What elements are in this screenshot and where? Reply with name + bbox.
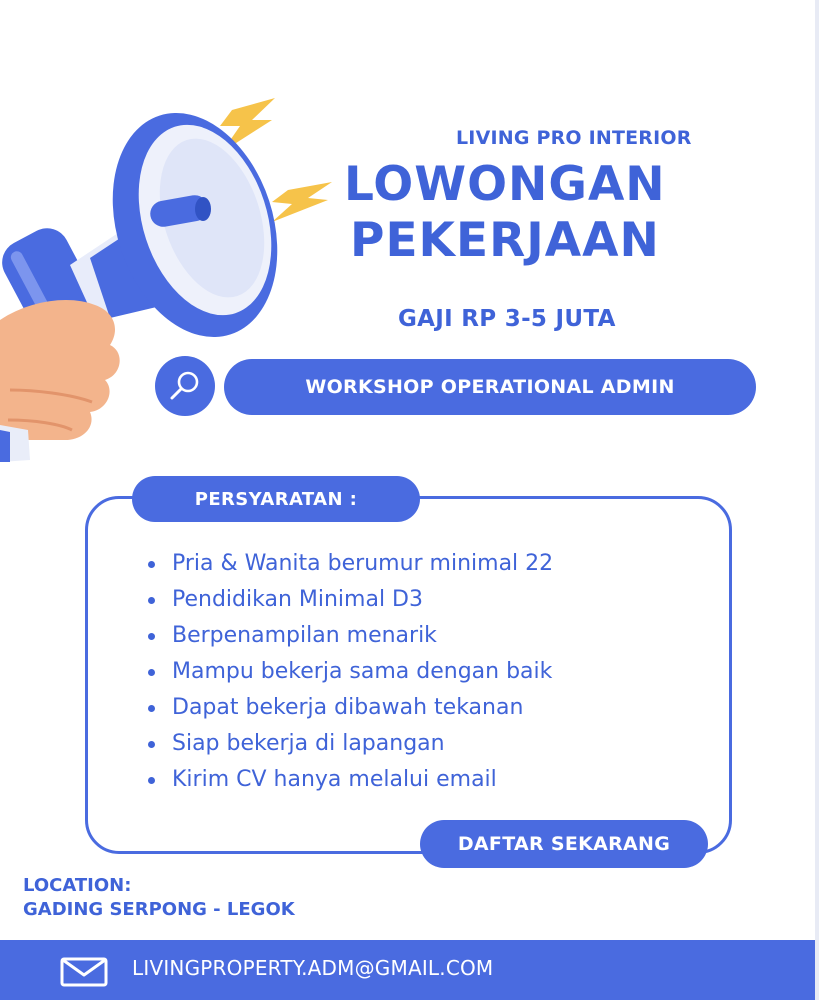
list-item: Siap bekerja di lapangan <box>146 726 553 762</box>
page-edge <box>815 0 819 1000</box>
list-item: Mampu bekerja sama dengan baik <box>146 654 553 690</box>
page-title <box>344 157 666 269</box>
requirements-list <box>146 546 553 798</box>
requirements-title: PERSYARATAN : <box>132 476 420 522</box>
search-icon-badge <box>155 356 215 416</box>
list-item: Berpenampilan menarik <box>146 618 553 654</box>
mail-icon <box>60 957 108 987</box>
location-label: LOCATION: <box>23 875 132 896</box>
location-value: GADING SERPONG - LEGOK <box>23 899 295 920</box>
email-link[interactable]: LIVINGPROPERTY.ADM@GMAIL.COM <box>132 956 494 980</box>
list-item: Kirim CV hanya melalui email <box>146 762 553 798</box>
headline-line-2: PEKERJAAN <box>350 213 660 268</box>
headline-line-1: LOWONGAN <box>344 157 666 212</box>
search-icon <box>168 369 202 403</box>
salary-text: GAJI RP 3-5 JUTA <box>398 306 616 332</box>
register-now-button[interactable]: DAFTAR SEKARANG <box>420 820 708 868</box>
footer-bar <box>0 940 819 1000</box>
company-name: LIVING PRO INTERIOR <box>456 127 692 149</box>
list-item: Dapat bekerja dibawah tekanan <box>146 690 553 726</box>
list-item: Pria & Wanita berumur minimal 22 <box>146 546 553 582</box>
position-title: WORKSHOP OPERATIONAL ADMIN <box>224 359 756 415</box>
location-block <box>23 874 295 922</box>
list-item: Pendidikan Minimal D3 <box>146 582 553 618</box>
